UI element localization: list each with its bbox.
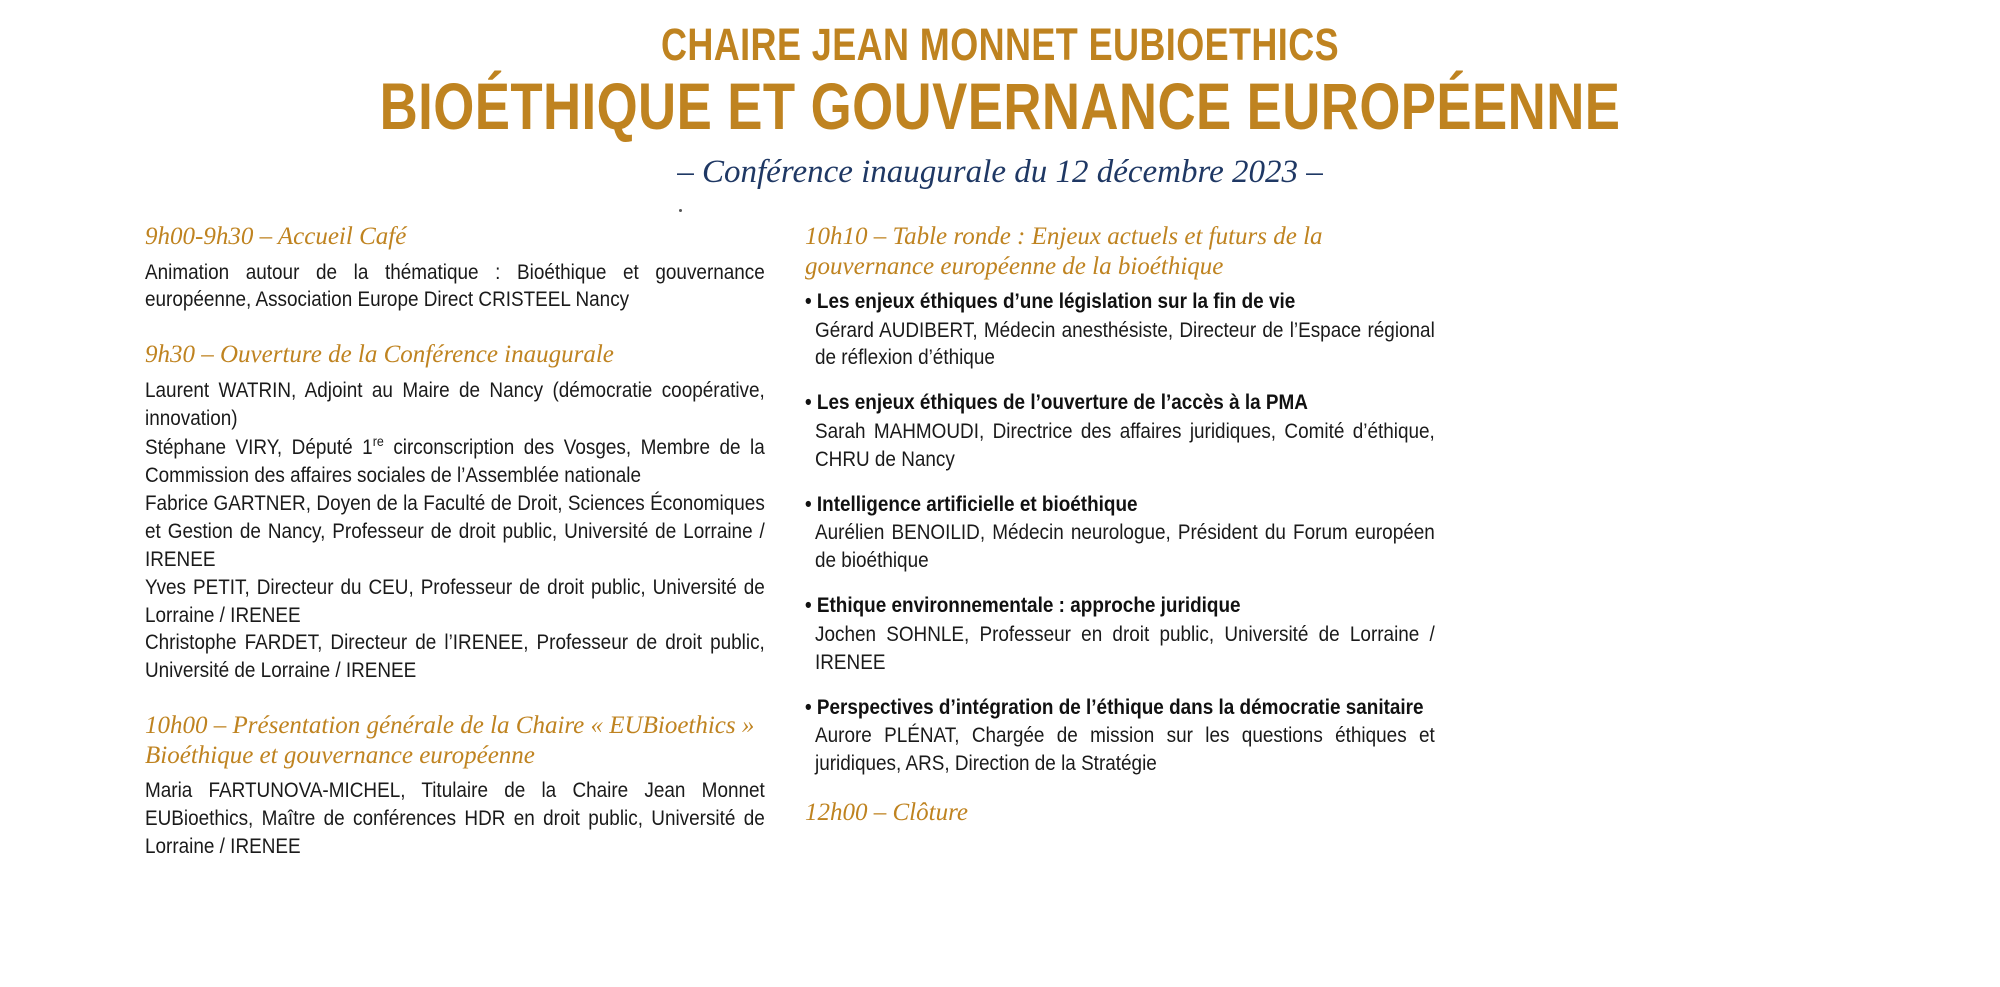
section-ouverture <box>145 340 765 685</box>
bullet-speaker: Aurore PLÉNAT, Chargée de mission sur les questions éthiques et juridiques, ARS, Direction de la Stratégie <box>815 723 1435 776</box>
poster-main-title: BIOÉTHIQUE ET GOUVERNANCE EUROPÉENNE <box>379 69 1621 143</box>
section-body: Maria FARTUNOVA-MICHEL, Titulaire de la Chaire Jean Monnet EUBioethics, Maître de conférences HDR en droit public, Université de Lorraine / IRENEE <box>145 778 765 859</box>
bullet-title: • Perspectives d’intégration de l’éthique dans la démocratie sanitaire <box>805 694 1424 719</box>
bullet-speaker: Aurélien BENOILID, Médecin neurologue, Président du Forum européen de bioéthique <box>815 520 1435 573</box>
bullet-title: • Intelligence artificielle et bioéthique <box>805 491 1138 516</box>
speaker-entry: Laurent WATRIN, Adjoint au Maire de Nancy (démocratie coopérative, innovation) <box>145 377 765 430</box>
bullet-speaker: Jochen SOHNLE, Professeur en droit public, Université de Lorraine / IRENEE <box>815 621 1435 674</box>
speaker-entry: Fabrice GARTNER, Doyen de la Faculté de Droit, Sciences Économiques et Gestion de Nancy, Professeur de droit public, Université de Lorraine / IRENEE <box>145 490 765 571</box>
round-table-bullet <box>805 288 1435 372</box>
spacer <box>805 478 1425 491</box>
bullet-title: • Les enjeux éthiques d’une législation sur la fin de vie <box>805 289 1296 313</box>
spacer <box>805 579 1425 592</box>
round-table-bullet <box>805 694 1435 778</box>
program-right-column <box>805 222 1435 834</box>
spacer <box>805 782 1425 798</box>
section-heading-cloture: 12h00 – Clôture <box>805 798 968 826</box>
section-presentation-chaire <box>145 711 765 861</box>
round-table-bullet <box>805 389 1435 473</box>
speaker-entry: Christophe FARDET, Directeur de l’IRENEE, Professeur de droit public, Université de Lorraine / IRENEE <box>145 630 765 683</box>
section-heading: 9h00-9h30 – Accueil Café <box>145 223 407 250</box>
bullet-speaker: Sarah MAHMOUDI, Directrice des affaires juridiques, Comité d’éthique, CHRU de Nancy <box>815 418 1435 471</box>
spacer <box>145 685 765 711</box>
poster-header <box>0 0 2000 191</box>
spacer <box>805 681 1425 694</box>
section-accueil-cafe <box>145 222 765 314</box>
speaker-entry: Stéphane VIRY, Député 1re circonscription des Vosges, Membre de la Commission des affaires sociales de l’Assemblée nationale <box>145 433 765 487</box>
section-heading-table-ronde: 10h10 – Table ronde : Enjeux actuels et futurs de la gouvernance européenne de la bioéthique <box>805 223 1323 280</box>
section-body: Animation autour de la thématique : Bioéthique et gouvernance européenne, Association Europe Direct CRISTEEL Nancy <box>145 259 765 312</box>
bullet-speaker: Gérard AUDIBERT, Médecin anesthésiste, Directeur de l’Espace régional de réflexion d’éthique <box>815 317 1435 370</box>
bullet-title: • Les enjeux éthiques de l’ouverture de l’accès à la PMA <box>805 390 1308 415</box>
spacer <box>145 314 765 340</box>
section-heading: 9h30 – Ouverture de la Conférence inaugurale <box>145 341 614 369</box>
section-heading: 10h00 – Présentation générale de la Chaire « EUBioethics » Bioéthique et gouvernance européenne <box>145 712 755 769</box>
spacer <box>805 376 1425 389</box>
chair-eyebrow-title: CHAIRE JEAN MONNET EUBIOETHICS <box>660 19 1340 70</box>
page-speck-artifact <box>679 209 682 212</box>
program-left-column <box>145 222 765 861</box>
poster-subtitle: – Conférence inaugurale du 12 décembre 2023 – <box>677 154 1323 191</box>
bullet-title: • Ethique environnementale : approche juridique <box>805 593 1241 618</box>
speaker-entry: Yves PETIT, Directeur du CEU, Professeur de droit public, Université de Lorraine / IRENEE <box>145 574 765 627</box>
round-table-bullet <box>805 592 1435 676</box>
round-table-bullet <box>805 491 1435 575</box>
